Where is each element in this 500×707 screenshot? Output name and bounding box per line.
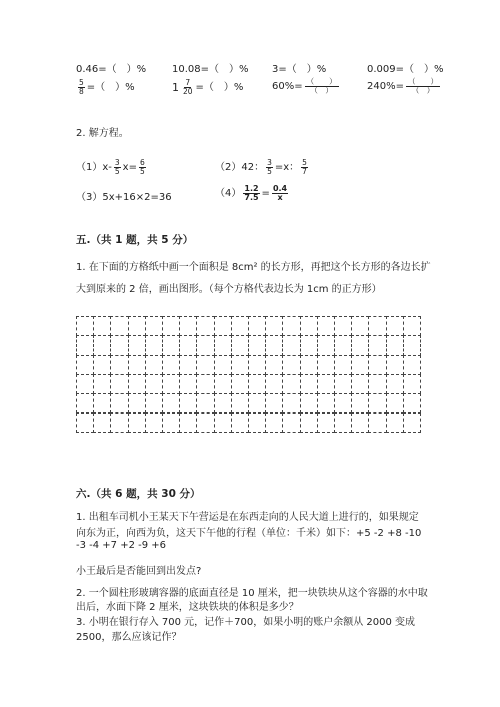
grid-cell[interactable]: [368, 355, 386, 375]
grid-cell[interactable]: [162, 335, 180, 355]
grid-cell[interactable]: [231, 393, 249, 413]
grid-cell[interactable]: [282, 374, 300, 394]
grid-cell[interactable]: [231, 413, 249, 433]
equation-label: （1）x-: [76, 162, 112, 173]
q2-line1: 2. 一个圆柱形玻璃容器的底面直径是 10 厘米，把一块铁块从这个容器的水中取: [76, 588, 428, 599]
grid-cell[interactable]: [248, 335, 266, 355]
grid-cell[interactable]: [76, 374, 94, 394]
grid-cell[interactable]: [300, 374, 318, 394]
blank-row2-b: [172, 78, 243, 95]
grid-cell[interactable]: [351, 316, 369, 336]
grid-cell[interactable]: [162, 393, 180, 413]
fraction-denominator: 7: [302, 166, 307, 176]
blank-row1-b: 10.08=（ ）%: [172, 64, 249, 75]
grid-cell[interactable]: [317, 393, 335, 413]
grid-cell[interactable]: [265, 413, 283, 433]
grid-cell[interactable]: [368, 316, 386, 336]
grid-cell[interactable]: [145, 413, 163, 433]
grid-cell[interactable]: [128, 413, 146, 433]
grid-cell[interactable]: [368, 413, 386, 433]
grid-cell[interactable]: [248, 355, 266, 375]
grid-cell[interactable]: [403, 335, 421, 355]
grid-cell[interactable]: [334, 316, 352, 336]
grid-cell[interactable]: [351, 374, 369, 394]
fraction-numerator: 5: [79, 78, 84, 87]
blank-row2-c: [272, 78, 339, 94]
grid-cell[interactable]: [351, 413, 369, 433]
q1-line3: -3 -4 +7 +2 -9 +6: [76, 540, 167, 551]
fraction-numerator: 7: [185, 78, 191, 87]
grid-cell[interactable]: [282, 393, 300, 413]
section-5-question-line2: 大到原来的 2 倍，画出图形。（每个方格代表边长为 1cm 的正方形）: [76, 284, 382, 295]
grid-cell[interactable]: [76, 393, 94, 413]
fraction-denominator: 5: [114, 166, 120, 176]
grid-cell[interactable]: [179, 335, 197, 355]
fraction-numerator: 3: [267, 158, 272, 167]
equation-label: （2）42：: [215, 162, 265, 173]
q1-question: 小王最后是否能回到出发点?: [76, 566, 202, 577]
grid-cell[interactable]: [196, 316, 214, 336]
grid-cell[interactable]: [231, 316, 249, 336]
grid-cell[interactable]: [110, 374, 128, 394]
grid-cell[interactable]: [128, 316, 146, 336]
q3-line2: 2500，那么应该记作？: [76, 632, 182, 643]
grid-cell[interactable]: [248, 316, 266, 336]
grid-cell[interactable]: [368, 374, 386, 394]
grid-cell[interactable]: [317, 374, 335, 394]
blank-text: =（ ）%: [86, 82, 135, 93]
grid-cell[interactable]: [282, 335, 300, 355]
grid-cell[interactable]: [317, 355, 335, 375]
grid-cell[interactable]: [93, 335, 111, 355]
grid-cell[interactable]: [300, 335, 318, 355]
grid-cell[interactable]: [110, 413, 128, 433]
fraction-denominator: x: [277, 192, 283, 202]
grid-cell[interactable]: [179, 316, 197, 336]
grid-cell[interactable]: [93, 355, 111, 375]
fraction-denominator: （ ）: [310, 85, 333, 95]
grid-cell[interactable]: [128, 374, 146, 394]
grid-cell[interactable]: [231, 335, 249, 355]
grid-cell[interactable]: [300, 393, 318, 413]
grid-cell[interactable]: [128, 393, 146, 413]
grid-cell[interactable]: [248, 393, 266, 413]
grid-cell[interactable]: [145, 393, 163, 413]
grid-cell[interactable]: [93, 316, 111, 336]
grid-cell[interactable]: [317, 413, 335, 433]
grid-cell[interactable]: [386, 355, 404, 375]
grid-cell[interactable]: [196, 374, 214, 394]
grid-cell[interactable]: [110, 316, 128, 336]
section-5-title: 五.（共 1 题，共 5 分）: [76, 234, 194, 246]
fraction: [266, 159, 273, 175]
blank-row2-d: [367, 78, 440, 94]
grid-cell[interactable]: [162, 316, 180, 336]
blank-text: 240%=: [367, 81, 404, 92]
grid-cell[interactable]: [248, 413, 266, 433]
grid-cell[interactable]: [265, 374, 283, 394]
fraction-numerator: 3: [114, 158, 120, 167]
fraction: [78, 79, 85, 95]
grid-cell[interactable]: [110, 393, 128, 413]
grid-cell[interactable]: [317, 316, 335, 336]
square-grid[interactable]: [76, 316, 420, 432]
grid-cell[interactable]: [162, 355, 180, 375]
q1-line2: 向东为正，向西为负，这天下午他的行程（单位：千米）如下：+5 -2 +8 -10: [76, 528, 422, 539]
equation-1: [76, 158, 148, 175]
grid-cell[interactable]: [282, 355, 300, 375]
grid-cell[interactable]: [196, 413, 214, 433]
grid-cell[interactable]: [403, 355, 421, 375]
fraction: [139, 159, 146, 175]
blank-row1-c: 3=（ ）%: [272, 64, 327, 75]
grid-cell[interactable]: [162, 413, 180, 433]
blank-row2-a: [76, 78, 135, 95]
grid-cell[interactable]: [76, 316, 94, 336]
grid-cell[interactable]: [93, 413, 111, 433]
grid-cell[interactable]: [179, 413, 197, 433]
fraction: [272, 185, 288, 202]
fraction-denominator: 5: [139, 166, 145, 176]
grid-cell[interactable]: [145, 355, 163, 375]
grid-cell[interactable]: [248, 374, 266, 394]
grid-cell[interactable]: [93, 393, 111, 413]
grid-cell[interactable]: [334, 413, 352, 433]
grid-cell[interactable]: [403, 316, 421, 336]
fraction: [114, 159, 121, 175]
blank-row1-a: 0.46=（ ）%: [76, 64, 147, 75]
grid-cell[interactable]: [351, 393, 369, 413]
grid-cell[interactable]: [386, 316, 404, 336]
q1-line1: 1. 出租车司机小王某天下午营运是在东西走向的人民大道上进行的，如果规定: [76, 512, 419, 523]
grid-cell[interactable]: [214, 355, 232, 375]
grid-cell[interactable]: [351, 355, 369, 375]
fraction: [301, 159, 308, 175]
grid-cell[interactable]: [231, 374, 249, 394]
grid-cell[interactable]: [145, 335, 163, 355]
equation-middle: x=: [122, 162, 137, 173]
grid-cell[interactable]: [386, 413, 404, 433]
fraction-numerator: 5: [302, 158, 307, 167]
grid-cell[interactable]: [282, 316, 300, 336]
grid-cell[interactable]: [110, 335, 128, 355]
fraction: [182, 79, 194, 95]
grid-cell[interactable]: [334, 335, 352, 355]
grid-cell[interactable]: [265, 335, 283, 355]
grid-cell[interactable]: [179, 374, 197, 394]
grid-cell[interactable]: [214, 413, 232, 433]
grid-cell[interactable]: [368, 335, 386, 355]
equation-3: （3）5x+16×2=36: [76, 192, 172, 203]
grid-cell[interactable]: [196, 355, 214, 375]
grid-cell[interactable]: [110, 355, 128, 375]
grid-cell[interactable]: [196, 335, 214, 355]
grid-cell[interactable]: [76, 335, 94, 355]
grid-cell[interactable]: [128, 355, 146, 375]
grid-cell[interactable]: [300, 355, 318, 375]
fraction-denominator: 8: [79, 86, 84, 96]
fraction-denominator: （ ）: [411, 85, 435, 95]
fraction-numerator: 1.2: [244, 183, 259, 193]
fraction-numerator: （ ）: [407, 77, 438, 86]
grid-cell[interactable]: [214, 393, 232, 413]
mixed-number: [172, 79, 196, 95]
grid-cell[interactable]: [196, 393, 214, 413]
grid-cell[interactable]: [93, 374, 111, 394]
fraction-numerator: （ ）: [306, 77, 337, 86]
grid-cell[interactable]: [214, 374, 232, 394]
fraction-denominator: 5: [267, 166, 272, 176]
q2-line2: 出后，水面下降 2 厘米，这块铁块的体积是多少？: [76, 602, 299, 613]
question-2-title: 2. 解方程。: [76, 128, 129, 139]
fraction-numerator: 0.4: [272, 183, 288, 193]
grid-cell[interactable]: [76, 355, 94, 375]
grid-cell[interactable]: [145, 374, 163, 394]
grid-cell[interactable]: [386, 335, 404, 355]
grid-cell[interactable]: [386, 374, 404, 394]
grid-cell[interactable]: [265, 355, 283, 375]
grid-cell[interactable]: [162, 374, 180, 394]
grid-cell[interactable]: [368, 393, 386, 413]
blank-row1-d: 0.009=（ ）%: [367, 64, 444, 75]
equation-4: [215, 184, 290, 202]
mixed-whole: 1: [172, 80, 179, 94]
grid-cell[interactable]: [179, 355, 197, 375]
grid-cell[interactable]: [265, 393, 283, 413]
grid-cell[interactable]: [334, 355, 352, 375]
equation-middle: =x：: [274, 162, 300, 173]
fraction-denominator: 7.5: [244, 192, 259, 202]
equation-label: （4）: [215, 188, 242, 199]
grid-cell[interactable]: [386, 393, 404, 413]
grid-cell[interactable]: [128, 335, 146, 355]
blank-text: =（ ）%: [195, 82, 244, 93]
grid-cell[interactable]: [403, 413, 421, 433]
grid-cell[interactable]: [145, 316, 163, 336]
fraction-denominator: 20: [183, 86, 193, 96]
grid-cell[interactable]: [179, 393, 197, 413]
grid-cell[interactable]: [231, 355, 249, 375]
blank-text: 60%=: [272, 81, 303, 92]
grid-cell[interactable]: [76, 413, 94, 433]
fraction-numerator: 6: [139, 158, 145, 167]
equation-2: [215, 158, 310, 175]
grid-cell[interactable]: [334, 393, 352, 413]
blank-fraction: [406, 78, 440, 94]
grid-cell[interactable]: [317, 335, 335, 355]
grid-cell[interactable]: [351, 335, 369, 355]
q3-line1: 3. 小明在银行存入 700 元，记作＋700，如果小明的账户余额从 2000 变成: [76, 617, 416, 628]
section-5-question-line1: 1. 在下面的方格纸中画一个面积是 8cm² 的长方形，再把这个长方形的各边长扩: [76, 262, 431, 273]
equation-middle: =: [261, 188, 270, 199]
fraction: [243, 185, 259, 202]
grid-cell[interactable]: [265, 316, 283, 336]
grid-cell[interactable]: [300, 316, 318, 336]
grid-cell[interactable]: [282, 413, 300, 433]
blank-fraction: [305, 78, 339, 94]
grid-cell[interactable]: [334, 374, 352, 394]
grid-cell[interactable]: [214, 335, 232, 355]
grid-cell[interactable]: [403, 374, 421, 394]
grid-cell[interactable]: [403, 393, 421, 413]
section-6-title: 六.（共 6 题，共 30 分）: [76, 488, 201, 500]
grid-cell[interactable]: [214, 316, 232, 336]
grid-cell[interactable]: [300, 413, 318, 433]
